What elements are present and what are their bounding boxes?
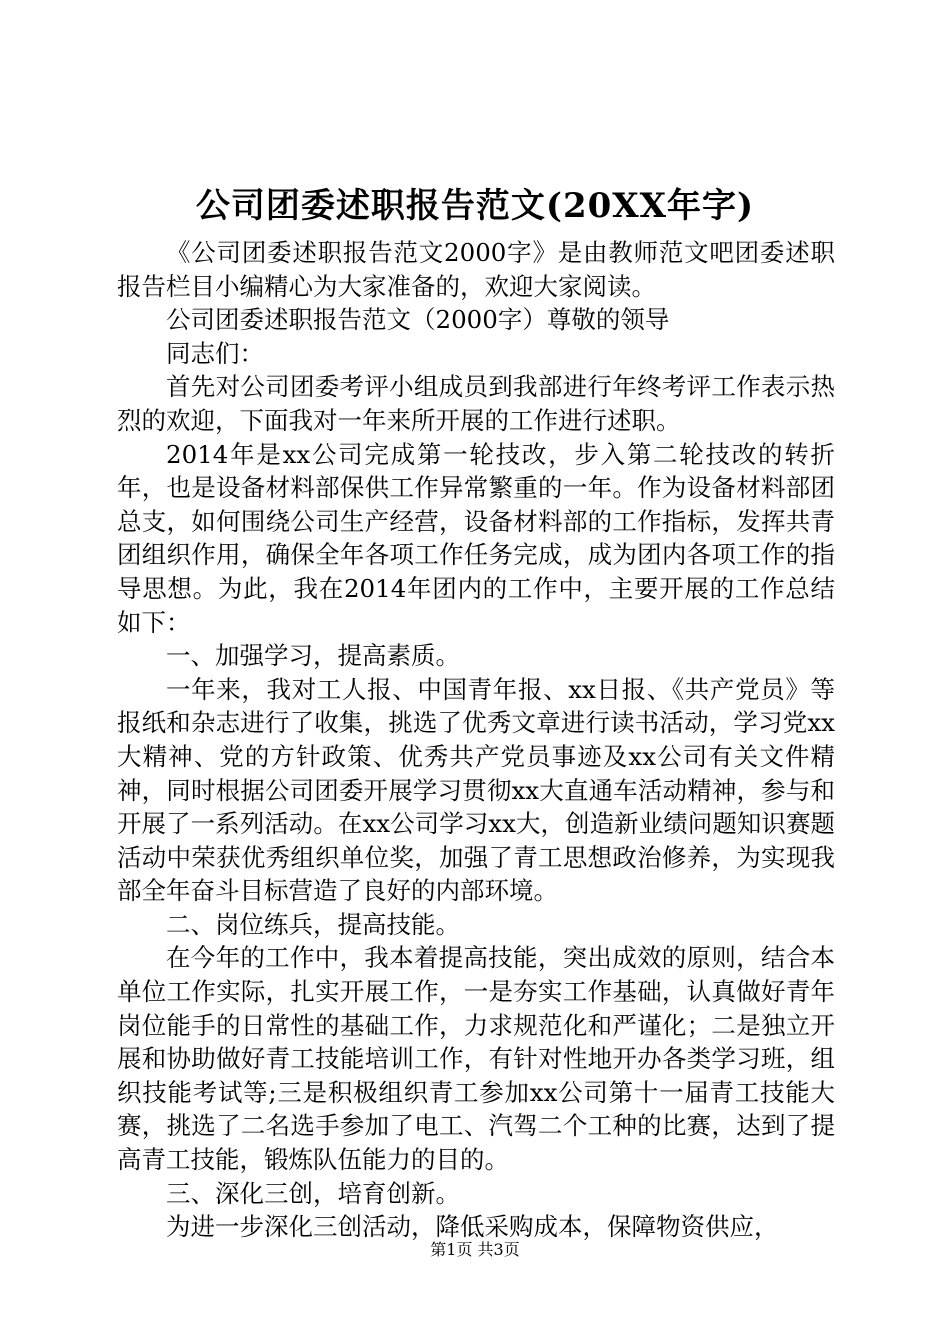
section-heading-2: 二、岗位练兵，提高技能。 bbox=[166, 909, 460, 939]
document-title: 公司团委述职报告范文(20XX年字) bbox=[195, 186, 755, 226]
paragraph-heading-line: 公司团委述职报告范文（2000字）尊敬的领导 bbox=[166, 305, 670, 335]
paragraph-section-1: 一年来，我对工人报、中国青年报、xx日报、《共产党员》等报纸和杂志进行了收集，挑选了优秀文章进行读书活动，学习党xx大精神、党的方针政策、优秀共产党员事迹及xx公司有关文件精神，同时根据公司团委开展学习贯彻xx大直通车活动精神，参与和开展了一系列活动。在xx公司学习xx大，创造新业绩问题知识赛题活动中荣获优秀组织单位奖，加强了青工思想政治修养，为实现我部全年奋斗目标营造了良好的内部环境。 bbox=[117, 674, 835, 906]
section-heading-3: 三、深化三创，培育创新。 bbox=[166, 1178, 460, 1208]
paragraph-section-3: 为进一步深化三创活动，降低采购成本，保障物资供应， bbox=[166, 1212, 779, 1242]
section-heading-1: 一、加强学习，提高素质。 bbox=[166, 641, 460, 671]
paragraph-salutation: 同志们： bbox=[166, 338, 264, 368]
paragraph-section-2: 在今年的工作中，我本着提高技能，突出成效的原则，结合本单位工作实际，扎实开展工作，一是夯实工作基础，认真做好青年岗位能手的日常性的基础工作，力求规范化和严谨化；二是独立开展和协助做好青工技能培训工作，有针对性地开办各类学习班，组织技能考试等;三是积极组织青工参加xx公司第十一届青工技能大赛，挑选了二名选手参加了电工、汽驾二个工种的比赛，达到了提高青工技能，锻炼队伍能力的目的。 bbox=[117, 943, 835, 1175]
paragraph-intro: 《公司团委述职报告范文2000字》是由教师范文吧团委述职报告栏目小编精心为大家准备的，欢迎大家阅读。 bbox=[117, 238, 835, 301]
page-footer: 第1页 共3页 bbox=[430, 1240, 520, 1259]
paragraph-welcome: 首先对公司团委考评小组成员到我部进行年终考评工作表示热烈的欢迎，下面我对一年来所开展的工作进行述职。 bbox=[117, 372, 835, 435]
paragraph-overview: 2014年是xx公司完成第一轮技改，步入第二轮技改的转折年，也是设备材料部保供工作异常繁重的一年。作为设备材料部团总支，如何围绕公司生产经营，设备材料部的工作指标，发挥共青团组织作用，确保全年各项工作任务完成，成为团内各项工作的指导思想。为此，我在2014年团内的工作中，主要开展的工作总结如下： bbox=[117, 439, 835, 637]
document-body bbox=[117, 236, 835, 1244]
